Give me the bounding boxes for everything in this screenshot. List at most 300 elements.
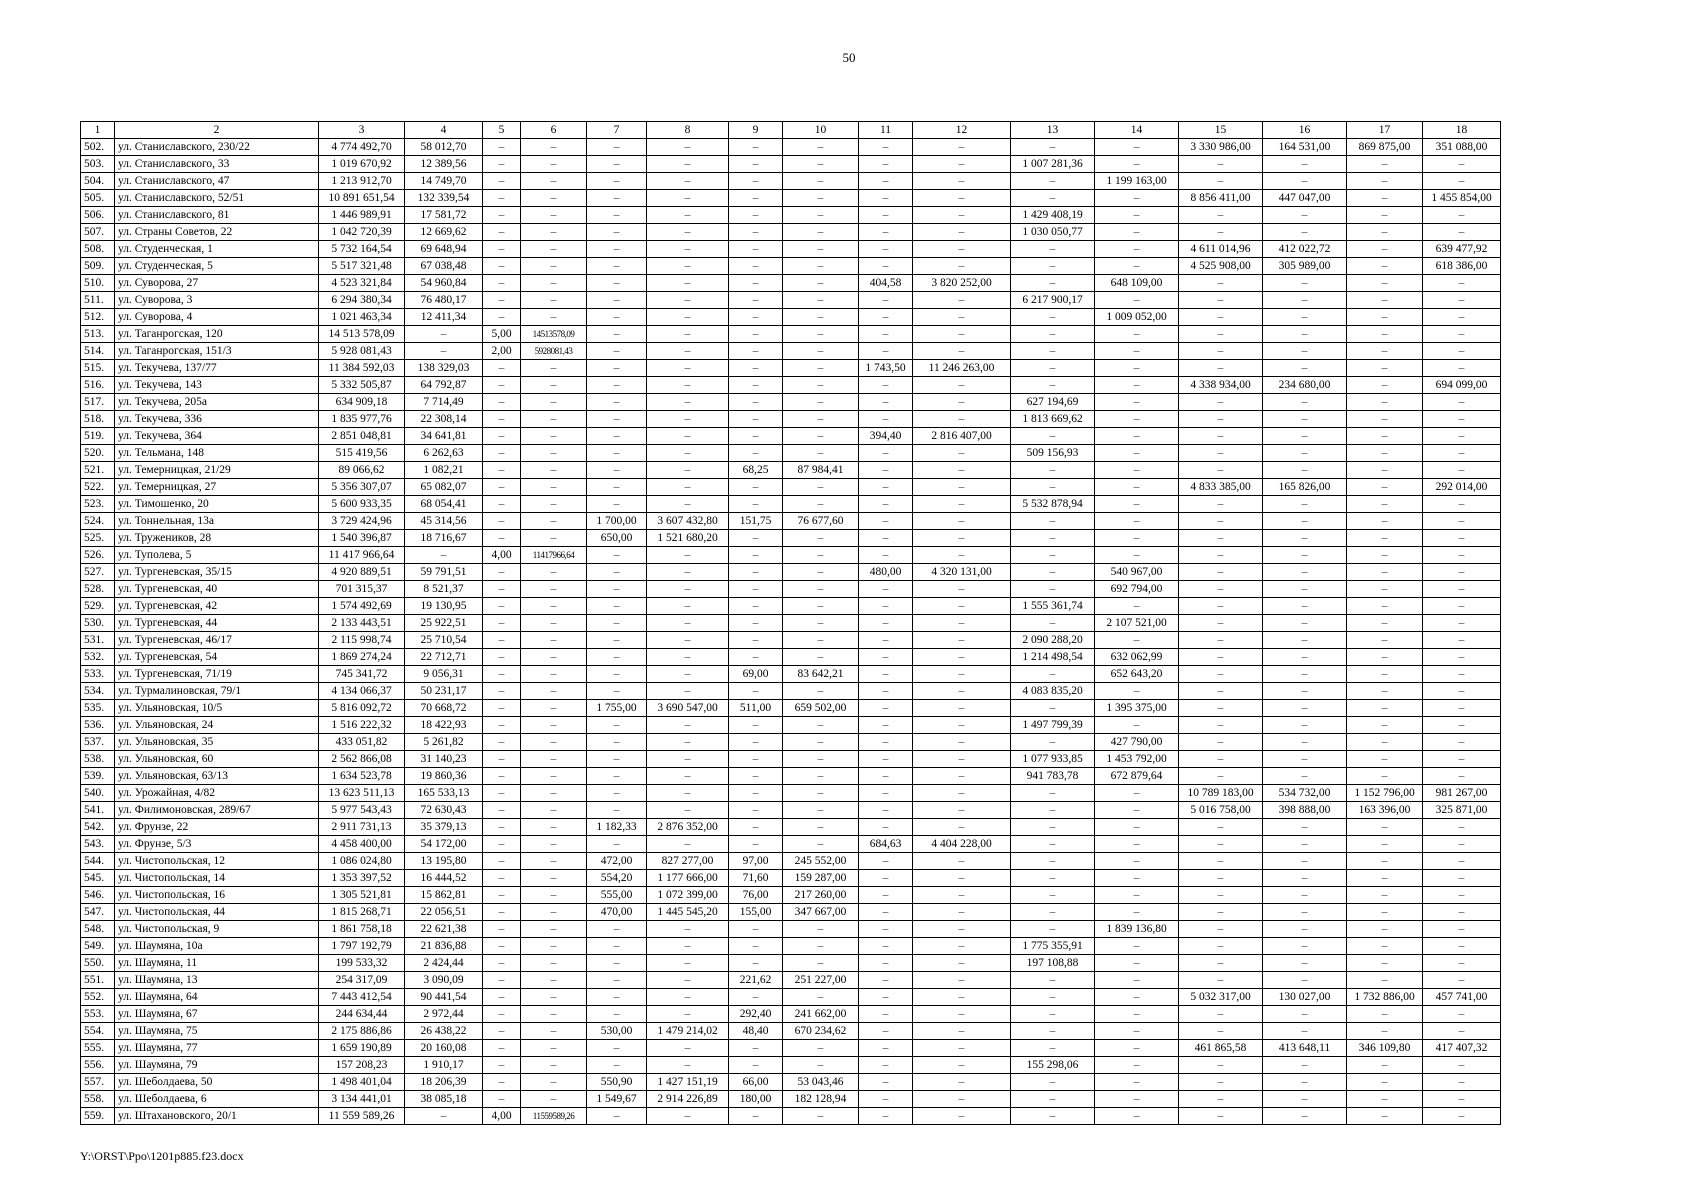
value-cell: 1 305 521,81 <box>319 887 405 904</box>
value-cell: 634 909,18 <box>319 394 405 411</box>
value-cell: – <box>729 530 783 547</box>
value-cell: 1 775 355,91 <box>1011 938 1095 955</box>
value-cell: – <box>729 360 783 377</box>
table-row <box>81 598 1501 615</box>
value-cell: 163 396,00 <box>1347 802 1423 819</box>
address-cell: ул. Шеболдаева, 50 <box>115 1074 319 1091</box>
value-cell: – <box>483 224 521 241</box>
row-number-cell: 539. <box>81 768 115 785</box>
value-cell: 5,00 <box>483 326 521 343</box>
value-cell: – <box>587 462 647 479</box>
value-cell: – <box>1347 190 1423 207</box>
value-cell: 1 427 151,19 <box>647 1074 729 1091</box>
value-cell: – <box>647 411 729 428</box>
value-cell: 472,00 <box>587 853 647 870</box>
value-cell: – <box>1423 445 1501 462</box>
value-cell: – <box>647 785 729 802</box>
table-header-row <box>81 122 1501 139</box>
value-cell: 180,00 <box>729 1091 783 1108</box>
value-cell: – <box>1179 1091 1263 1108</box>
value-cell: – <box>1011 190 1095 207</box>
value-cell: – <box>1179 836 1263 853</box>
value-cell: 5 356 307,07 <box>319 479 405 496</box>
value-cell: 1 732 886,00 <box>1347 989 1423 1006</box>
table-row <box>81 819 1501 836</box>
value-cell: – <box>1423 275 1501 292</box>
value-cell: – <box>483 819 521 836</box>
value-cell: – <box>647 1057 729 1074</box>
value-cell: – <box>1095 292 1179 309</box>
value-cell: – <box>1347 819 1423 836</box>
address-cell: ул. Таганрогская, 120 <box>115 326 319 343</box>
value-cell: 1 700,00 <box>587 513 647 530</box>
value-cell: – <box>913 802 1011 819</box>
row-number-cell: 546. <box>81 887 115 904</box>
address-cell: ул. Тургеневская, 40 <box>115 581 319 598</box>
value-cell: 45 314,56 <box>405 513 483 530</box>
value-cell: – <box>1011 1006 1095 1023</box>
value-cell: – <box>521 224 587 241</box>
value-cell: – <box>913 615 1011 632</box>
value-cell: – <box>1179 547 1263 564</box>
value-cell: – <box>1423 326 1501 343</box>
value-cell: – <box>729 190 783 207</box>
address-cell: ул. Ульяновская, 63/13 <box>115 768 319 785</box>
value-cell: – <box>483 156 521 173</box>
value-cell: – <box>913 700 1011 717</box>
table-row <box>81 479 1501 496</box>
value-cell: – <box>913 462 1011 479</box>
value-cell: – <box>1179 564 1263 581</box>
table-row <box>81 666 1501 683</box>
value-cell: – <box>913 241 1011 258</box>
value-cell: – <box>783 190 859 207</box>
value-cell: – <box>483 360 521 377</box>
row-number-cell: 510. <box>81 275 115 292</box>
row-number-cell: 548. <box>81 921 115 938</box>
value-cell: – <box>647 224 729 241</box>
value-cell: – <box>1011 326 1095 343</box>
value-cell: – <box>1347 173 1423 190</box>
value-cell: – <box>587 1057 647 1074</box>
value-cell: – <box>913 581 1011 598</box>
value-cell: – <box>859 411 913 428</box>
value-cell: – <box>1095 802 1179 819</box>
table-row <box>81 326 1501 343</box>
value-cell: – <box>1095 207 1179 224</box>
value-cell: 1 835 977,76 <box>319 411 405 428</box>
value-cell: 398 888,00 <box>1263 802 1347 819</box>
address-cell: ул. Тургеневская, 71/19 <box>115 666 319 683</box>
value-cell: 530,00 <box>587 1023 647 1040</box>
value-cell: 132 339,54 <box>405 190 483 207</box>
value-cell: – <box>859 343 913 360</box>
table-row <box>81 241 1501 258</box>
value-cell: – <box>913 717 1011 734</box>
value-cell: – <box>1263 1108 1347 1125</box>
value-cell: – <box>913 479 1011 496</box>
address-cell: ул. Тургеневская, 35/15 <box>115 564 319 581</box>
value-cell: 394,40 <box>859 428 913 445</box>
value-cell: – <box>913 649 1011 666</box>
value-cell: 2 107 521,00 <box>1095 615 1179 632</box>
address-cell: ул. Таганрогская, 151/3 <box>115 343 319 360</box>
value-cell: – <box>783 989 859 1006</box>
value-cell: 1 086 024,80 <box>319 853 405 870</box>
value-cell: 648 109,00 <box>1095 275 1179 292</box>
value-cell: – <box>1263 751 1347 768</box>
value-cell: – <box>1347 1023 1423 1040</box>
table-row <box>81 139 1501 156</box>
value-cell: – <box>783 258 859 275</box>
value-cell: – <box>729 1057 783 1074</box>
value-cell: – <box>1423 173 1501 190</box>
value-cell: – <box>1179 275 1263 292</box>
value-cell: – <box>913 292 1011 309</box>
table-row <box>81 1040 1501 1057</box>
value-cell: – <box>913 870 1011 887</box>
value-cell: – <box>521 870 587 887</box>
value-cell: 659 502,00 <box>783 700 859 717</box>
value-cell: – <box>483 428 521 445</box>
value-cell: – <box>1347 1108 1423 1125</box>
value-cell: – <box>1263 768 1347 785</box>
value-cell: – <box>1095 853 1179 870</box>
value-cell: 4 404 228,00 <box>913 836 1011 853</box>
value-cell: – <box>1179 717 1263 734</box>
address-cell: ул. Урожайная, 4/82 <box>115 785 319 802</box>
address-cell: ул. Фрунзе, 22 <box>115 819 319 836</box>
value-cell: – <box>859 156 913 173</box>
value-cell: 1 521 680,20 <box>647 530 729 547</box>
value-cell: – <box>859 513 913 530</box>
table-row <box>81 309 1501 326</box>
value-cell: – <box>1423 1108 1501 1125</box>
value-cell: – <box>1347 309 1423 326</box>
value-cell: – <box>521 479 587 496</box>
value-cell: – <box>913 666 1011 683</box>
value-cell: – <box>783 479 859 496</box>
value-cell: – <box>521 462 587 479</box>
value-cell: – <box>1179 683 1263 700</box>
value-cell: – <box>483 241 521 258</box>
row-number-cell: 543. <box>81 836 115 853</box>
value-cell: – <box>483 513 521 530</box>
row-number-cell: 530. <box>81 615 115 632</box>
value-cell: 2 876 352,00 <box>647 819 729 836</box>
value-cell: – <box>913 1074 1011 1091</box>
value-cell: – <box>587 326 647 343</box>
value-cell: 1 072 399,00 <box>647 887 729 904</box>
value-cell: – <box>587 309 647 326</box>
table-row <box>81 173 1501 190</box>
address-cell: ул. Текучева, 364 <box>115 428 319 445</box>
value-cell: – <box>783 734 859 751</box>
value-cell: – <box>1347 394 1423 411</box>
value-cell: – <box>859 462 913 479</box>
address-cell: ул. Шаумяна, 75 <box>115 1023 319 1040</box>
value-cell: – <box>859 887 913 904</box>
value-cell: – <box>859 972 913 989</box>
value-cell: – <box>913 343 1011 360</box>
value-cell: – <box>1263 649 1347 666</box>
value-cell: 54 172,00 <box>405 836 483 853</box>
value-cell: – <box>647 615 729 632</box>
value-cell: 10 789 183,00 <box>1179 785 1263 802</box>
value-cell: – <box>587 360 647 377</box>
value-cell: – <box>729 717 783 734</box>
value-cell: – <box>859 598 913 615</box>
value-cell: – <box>859 904 913 921</box>
address-cell: ул. Текучева, 137/77 <box>115 360 319 377</box>
value-cell: – <box>647 445 729 462</box>
table-row <box>81 717 1501 734</box>
value-cell: 5 977 543,43 <box>319 802 405 819</box>
value-cell: – <box>859 768 913 785</box>
value-cell: 1 516 222,32 <box>319 717 405 734</box>
value-cell: 3 090,09 <box>405 972 483 989</box>
row-number-cell: 540. <box>81 785 115 802</box>
value-cell: – <box>729 258 783 275</box>
value-cell: – <box>1347 972 1423 989</box>
value-cell: – <box>1011 309 1095 326</box>
value-cell: – <box>1179 428 1263 445</box>
value-cell: – <box>587 768 647 785</box>
value-cell: 981 267,00 <box>1423 785 1501 802</box>
value-cell: – <box>783 819 859 836</box>
address-cell: ул. Ульяновская, 10/5 <box>115 700 319 717</box>
value-cell: 12 411,34 <box>405 309 483 326</box>
value-cell: – <box>729 785 783 802</box>
value-cell: – <box>1011 581 1095 598</box>
value-cell: 1 634 523,78 <box>319 768 405 785</box>
value-cell: – <box>587 156 647 173</box>
value-cell: 5 261,82 <box>405 734 483 751</box>
table-row <box>81 1057 1501 1074</box>
value-cell: – <box>1347 700 1423 717</box>
value-cell: 2 911 731,13 <box>319 819 405 836</box>
value-cell: – <box>1347 649 1423 666</box>
value-cell: – <box>1423 360 1501 377</box>
value-cell: – <box>729 581 783 598</box>
value-cell: 18 422,93 <box>405 717 483 734</box>
value-cell: – <box>1423 887 1501 904</box>
value-cell: 6 294 380,34 <box>319 292 405 309</box>
value-cell: – <box>521 581 587 598</box>
value-cell: – <box>783 224 859 241</box>
value-cell: – <box>1423 1091 1501 1108</box>
value-cell: – <box>859 989 913 1006</box>
value-cell: – <box>1011 802 1095 819</box>
value-cell: – <box>647 479 729 496</box>
row-number-cell: 545. <box>81 870 115 887</box>
value-cell: 1 815 268,71 <box>319 904 405 921</box>
value-cell: 2 133 443,51 <box>319 615 405 632</box>
address-cell: ул. Текучева, 143 <box>115 377 319 394</box>
value-cell: – <box>913 955 1011 972</box>
value-cell: – <box>647 275 729 292</box>
row-number-cell: 511. <box>81 292 115 309</box>
value-cell: 1 021 463,34 <box>319 309 405 326</box>
value-cell: – <box>521 921 587 938</box>
value-cell: – <box>1347 615 1423 632</box>
value-cell: – <box>859 700 913 717</box>
value-cell: 2 175 886,86 <box>319 1023 405 1040</box>
value-cell: – <box>783 207 859 224</box>
row-number-cell: 523. <box>81 496 115 513</box>
value-cell: – <box>1011 870 1095 887</box>
value-cell: – <box>783 326 859 343</box>
row-number-cell: 554. <box>81 1023 115 1040</box>
value-cell: – <box>1011 1040 1095 1057</box>
value-cell: 5 732 164,54 <box>319 241 405 258</box>
table-row <box>81 836 1501 853</box>
value-cell: – <box>1095 156 1179 173</box>
value-cell: – <box>859 190 913 207</box>
value-cell: – <box>483 309 521 326</box>
value-cell: 22 621,38 <box>405 921 483 938</box>
value-cell: – <box>913 734 1011 751</box>
address-cell: ул. Страны Советов, 22 <box>115 224 319 241</box>
value-cell: – <box>1263 734 1347 751</box>
value-cell: 90 441,54 <box>405 989 483 1006</box>
value-cell: – <box>729 615 783 632</box>
value-cell: – <box>1263 496 1347 513</box>
value-cell: – <box>1423 530 1501 547</box>
value-cell: 555,00 <box>587 887 647 904</box>
value-cell: 413 648,11 <box>1263 1040 1347 1057</box>
value-cell: – <box>521 1006 587 1023</box>
value-cell: – <box>1011 479 1095 496</box>
value-cell: – <box>647 377 729 394</box>
value-cell: 1 869 274,24 <box>319 649 405 666</box>
column-header: 3 <box>319 122 405 139</box>
value-cell: – <box>1263 683 1347 700</box>
value-cell: 1 743,50 <box>859 360 913 377</box>
value-cell: – <box>521 445 587 462</box>
value-cell: – <box>1423 462 1501 479</box>
value-cell: – <box>1263 972 1347 989</box>
value-cell: – <box>1347 853 1423 870</box>
address-cell: ул. Темерницкая, 21/29 <box>115 462 319 479</box>
value-cell: – <box>1011 921 1095 938</box>
value-cell: 412 022,72 <box>1263 241 1347 258</box>
value-cell: – <box>1095 462 1179 479</box>
value-cell: – <box>1263 581 1347 598</box>
value-cell: – <box>913 309 1011 326</box>
value-cell: – <box>483 955 521 972</box>
value-cell: – <box>587 190 647 207</box>
value-cell: – <box>587 292 647 309</box>
value-cell: 197 108,88 <box>1011 955 1095 972</box>
value-cell: – <box>521 1040 587 1057</box>
table-row <box>81 989 1501 1006</box>
value-cell: 1 574 492,69 <box>319 598 405 615</box>
address-cell: ул. Ульяновская, 24 <box>115 717 319 734</box>
value-cell: – <box>1179 938 1263 955</box>
value-cell: 4 611 014,96 <box>1179 241 1263 258</box>
value-cell: – <box>1263 309 1347 326</box>
row-number-cell: 512. <box>81 309 115 326</box>
value-cell: – <box>647 190 729 207</box>
value-cell: – <box>1179 955 1263 972</box>
value-cell: – <box>913 1040 1011 1057</box>
value-cell: – <box>1011 734 1095 751</box>
value-cell: 151,75 <box>729 513 783 530</box>
column-header: 1 <box>81 122 115 139</box>
row-number-cell: 533. <box>81 666 115 683</box>
value-cell: – <box>1095 1057 1179 1074</box>
value-cell: – <box>1095 972 1179 989</box>
value-cell: – <box>1423 717 1501 734</box>
value-cell: 417 407,32 <box>1423 1040 1501 1057</box>
value-cell: – <box>647 666 729 683</box>
value-cell: – <box>1179 632 1263 649</box>
value-cell: – <box>1423 1057 1501 1074</box>
table-row <box>81 1108 1501 1125</box>
value-cell: – <box>1095 445 1179 462</box>
value-cell: – <box>483 938 521 955</box>
value-cell: – <box>783 1108 859 1125</box>
value-cell: – <box>647 462 729 479</box>
address-cell: ул. Чистопольская, 16 <box>115 887 319 904</box>
value-cell: – <box>1179 496 1263 513</box>
value-cell: 155 298,06 <box>1011 1057 1095 1074</box>
value-cell: 618 386,00 <box>1423 258 1501 275</box>
value-cell: – <box>1423 581 1501 598</box>
value-cell: – <box>1179 343 1263 360</box>
row-number-cell: 526. <box>81 547 115 564</box>
value-cell: – <box>859 377 913 394</box>
value-cell: – <box>1347 241 1423 258</box>
value-cell: – <box>587 1108 647 1125</box>
value-cell: 25 922,51 <box>405 615 483 632</box>
value-cell: – <box>647 360 729 377</box>
value-cell: – <box>859 207 913 224</box>
value-cell: – <box>1263 700 1347 717</box>
value-cell: 3 820 252,00 <box>913 275 1011 292</box>
value-cell: – <box>1347 547 1423 564</box>
value-cell: – <box>729 428 783 445</box>
value-cell: – <box>859 258 913 275</box>
value-cell: – <box>859 717 913 734</box>
row-number-cell: 522. <box>81 479 115 496</box>
value-cell: 5 816 092,72 <box>319 700 405 717</box>
value-cell: – <box>1011 1091 1095 1108</box>
value-cell: – <box>483 904 521 921</box>
value-cell: – <box>1347 751 1423 768</box>
value-cell: – <box>729 241 783 258</box>
value-cell: – <box>859 785 913 802</box>
value-cell: – <box>647 1040 729 1057</box>
value-cell: – <box>521 156 587 173</box>
table-row <box>81 292 1501 309</box>
table-row <box>81 445 1501 462</box>
value-cell: – <box>783 717 859 734</box>
table-row <box>81 462 1501 479</box>
value-cell: – <box>1179 581 1263 598</box>
value-cell: – <box>1095 326 1179 343</box>
value-cell: – <box>1423 513 1501 530</box>
value-cell: 2 816 407,00 <box>913 428 1011 445</box>
value-cell: – <box>729 547 783 564</box>
value-cell: – <box>783 802 859 819</box>
address-cell: ул. Тургеневская, 44 <box>115 615 319 632</box>
value-cell: – <box>859 326 913 343</box>
value-cell: 632 062,99 <box>1095 649 1179 666</box>
value-cell: – <box>587 836 647 853</box>
value-cell: 2 851 048,81 <box>319 428 405 445</box>
